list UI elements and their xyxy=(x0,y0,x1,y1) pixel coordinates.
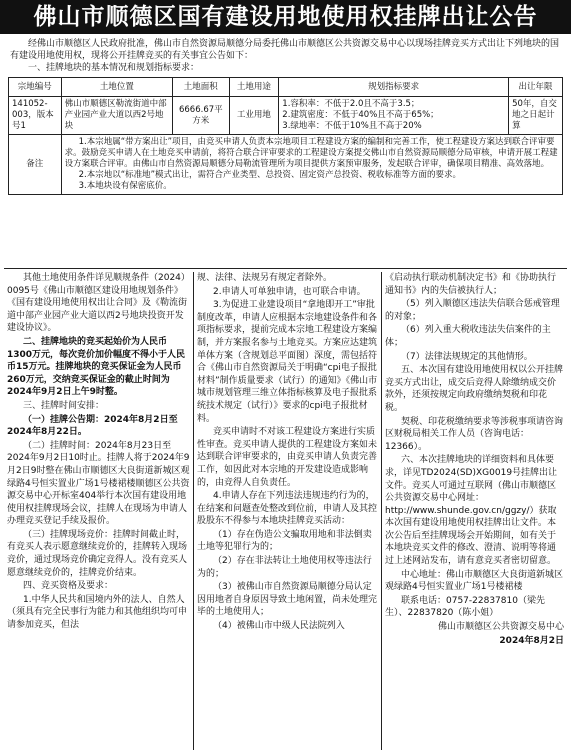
body-paragraph: 竞买申请时不对该工程建设方案进行实质性审查。竞买申请人提供的工程建设方案如未达到联合评审要求的，由竞买申请人负责完善工作，如因此对本宗地的开发建设造成影响的，由竞得人自负责任。 xyxy=(197,427,378,488)
body-paragraph: （二）挂牌时间：2024年8月23日至2024年9月2日10时止。挂牌人将于2024年9月2日9时整在佛山市顺德区大良街道新城区观绿路4号恒实置业广场1号楼裙楼顺德区公共资源交易中心开标室404举行本次国有建设用地使用权挂牌现场会议，挂牌人在现场为申请人办理竞买登记手续及报价。 xyxy=(7,440,190,527)
column-header: 土地位置 xyxy=(61,78,172,97)
requirement-item: 3.绿地率：不低于10%且不高于20% xyxy=(282,121,422,131)
column-header: 土地面积 xyxy=(173,78,229,97)
column-right xyxy=(382,272,567,750)
contact-address: 中心地址：佛山市顺德区大良街道新城区观绿路4号恒实置业广场1号楼裙楼 xyxy=(385,569,564,593)
term-cell: 50年，自交地之日起计算 xyxy=(509,97,563,135)
body-paragraph: （3）被佛山市自然资源局顺德分局认定因用地者自身原因导致土地闲置，尚未处理完毕的土地使用人； xyxy=(197,582,378,618)
body-paragraph: 五、本次国有建设用地使用权以公开挂牌竞买方式出让，成交后竞得人除缴纳成交价款外，还须按规定向政府缴纳契税和印花税。 xyxy=(385,365,564,413)
remark-label: 备注 xyxy=(9,135,62,195)
section-heading: 一、挂牌地块的基本情况和规划指标要求： xyxy=(28,63,200,73)
body-paragraph: 4.申请人存在下列违法违规违约行为的，在结案和问题查处整改到位前，申请人及其控股股东不得参与本地块挂牌竞买活动： xyxy=(197,491,378,527)
column-header: 土地用途 xyxy=(229,78,279,97)
body-paragraph: 1.中华人民共和国境内外的法人、自然人（须具有完全民事行为能力和其他组织均可申请参加竞买，但法 xyxy=(7,594,188,631)
column-header: 出让年限 xyxy=(509,78,563,97)
body-paragraph: 二、挂牌地块的竞买起始价为人民币1300万元，每次竞价加价幅度不得小于人民币15万元。挂牌地块的竞买保证金为人民币260万元，交纳竞买保证金的截止时间为2024年9月2日上午9时整。 xyxy=(7,336,186,398)
use-cell: 工业用地 xyxy=(229,97,279,135)
body-paragraph: （7）法律法规规定的其他情形。 xyxy=(401,351,533,362)
body-paragraph: （2）存在非法转让土地使用权等违法行为的； xyxy=(197,556,372,579)
location-cell: 佛山市顺德区勒流街道中部产业园产业大道以西2号地块 xyxy=(61,97,172,135)
section-heading: 四、竞买资格及要求： xyxy=(23,581,114,592)
issuer-name: 佛山市顺德区公共资源交易中心 xyxy=(437,622,564,633)
body-paragraph: 《启动执行联动机制决定书》和《协助执行通知书》内的失信被执行人； xyxy=(385,273,557,296)
body-paragraph: （6）列入重大税收违法失信案件的主体； xyxy=(385,325,551,348)
requirement-item: 1.容积率：不低于2.0且不高于3.5； xyxy=(282,99,420,109)
column-left xyxy=(4,272,194,750)
intro-section xyxy=(0,34,571,74)
body-paragraph: （一）挂牌公告期：2024年8月2日至2024年8月22日。 xyxy=(7,414,178,438)
body-paragraph: 六、本次挂牌地块的详细资料和具体要求，详见TD2024(SD)XG0019号挂牌出让文件。竞买人可通过互联网（佛山市顺德区公共资源交易中心网址：http://www.shunde.gov.cn/ggzy/）获取本次国有建设用地使用权挂牌出让文件。本次公告后至挂牌现场会开始期间，如有关于本地块竞买文件的修改、澄清、说明等将通过上述网站发布，请有意竞买者密切留意。 xyxy=(385,455,558,567)
body-paragraph: 2.申请人可单独申请，也可联合申请。 xyxy=(213,286,366,297)
section-heading: 三、挂牌时间安排： xyxy=(23,400,105,411)
divider xyxy=(4,268,567,269)
remark-item: 2.本宗地以“标准地”模式出让，需符合产业类型、总投资、固定资产总投资、税收标准等方面的要求。 xyxy=(78,170,462,180)
body-paragraph: 契税、印花税缴纳要求等涉税事项请咨询区财税局相关工作人员（咨询电话：12366）。 xyxy=(385,416,564,452)
remarks-row xyxy=(9,135,563,195)
plot-table xyxy=(8,77,563,195)
column-middle xyxy=(194,272,382,750)
contact-phone: 联系电话：0757-22837810（梁先生）、22837820（陈小姐） xyxy=(385,595,545,619)
intro-paragraph: 经佛山市顺德区人民政府批准，佛山市自然资源局顺德分局委托佛山市顺德区公共资源交易中心以现场挂牌竞买方式出让下列地块的国有建设用地使用权，现将公开挂牌竞买的有关事宜公告如下： xyxy=(10,39,560,61)
table-header-row xyxy=(9,78,563,97)
body-paragraph: （4）被佛山市中级人民法院列入 xyxy=(213,621,345,632)
area-cell: 6666.67平方米 xyxy=(173,97,229,135)
issue-date: 2024年8月2日 xyxy=(499,635,564,646)
body-paragraph: （三）挂牌现场竞价：挂牌时间截止时，有竞买人表示愿意继续竞价的，挂牌转入现场竞价，通过现场竞价确定竞得人。没有竞买人愿意继续竞价的，挂牌竞价结束。 xyxy=(7,529,188,578)
body-columns xyxy=(4,272,567,750)
parcel-id-cell: 141052-003，版本号1 xyxy=(9,97,62,135)
body-paragraph: 3.为促进工业建设项目“拿地即开工”审批制度改革，申请人应根据本宗地建设条件和各项指标要求，提前完成本宗地工程建设方案编制，并方案报名参与土地竞买。方案应达建筑单体方案（含规划总平面图）深度，需包括符合《佛山市自然资源局关于明确“cpi电子报批材料”制作质量要求（试行）的通知》《佛山市城市规划管理三维立体指标核算及电子报批系统技术规定（试行）》要求的cpi电子报批材料。 xyxy=(197,300,378,424)
requirements-cell xyxy=(279,97,509,135)
table-row xyxy=(9,97,563,135)
body-paragraph: 其他土地使用条件详见顺规条件（2024）0095号《佛山市顺德区建设用地规划条件》《国有建设用地使用权出让合同》及《勒流街道中部产业园产业大道以西2号地块投资开发建设协议》。 xyxy=(7,273,190,334)
remark-item: 1.本宗地属“带方案出让”项目，由竞买申请人负责本宗地项目工程建设方案的编制和完善工作，使工程建设方案达到联合评审要求。鼓励竞买申请人在土地竞买申请前，将符合联合评审要求的工程建设方案提交佛山市自然资源局顺德分局审核，申请开展工程建设方案联合评审。由佛山市自然资源局顺德分局勒流管理所为项目提供方案预审服务，发起联合评审，确保项目精准、高效落地。 xyxy=(64,137,558,169)
requirement-item: 2.建筑密度：不低于40%且不高于65%； xyxy=(282,110,439,120)
body-paragraph: （5）列入顺德区违法失信联合惩戒管理的对象； xyxy=(385,299,560,322)
column-header: 规划指标要求 xyxy=(279,78,509,97)
body-paragraph: （1）存在伪造公文骗取用地和非法倒卖土地等犯罪行为的； xyxy=(197,529,372,553)
column-header: 宗地编号 xyxy=(9,78,62,97)
body-paragraph: 规、法律、法规另有规定者除外。 xyxy=(197,273,333,283)
remarks-cell xyxy=(61,135,562,195)
remark-item: 3.本地块设有保密底价。 xyxy=(78,181,172,191)
page-title: 佛山市顺德区国有建设用地使用权挂牌出让公告 xyxy=(0,0,571,34)
